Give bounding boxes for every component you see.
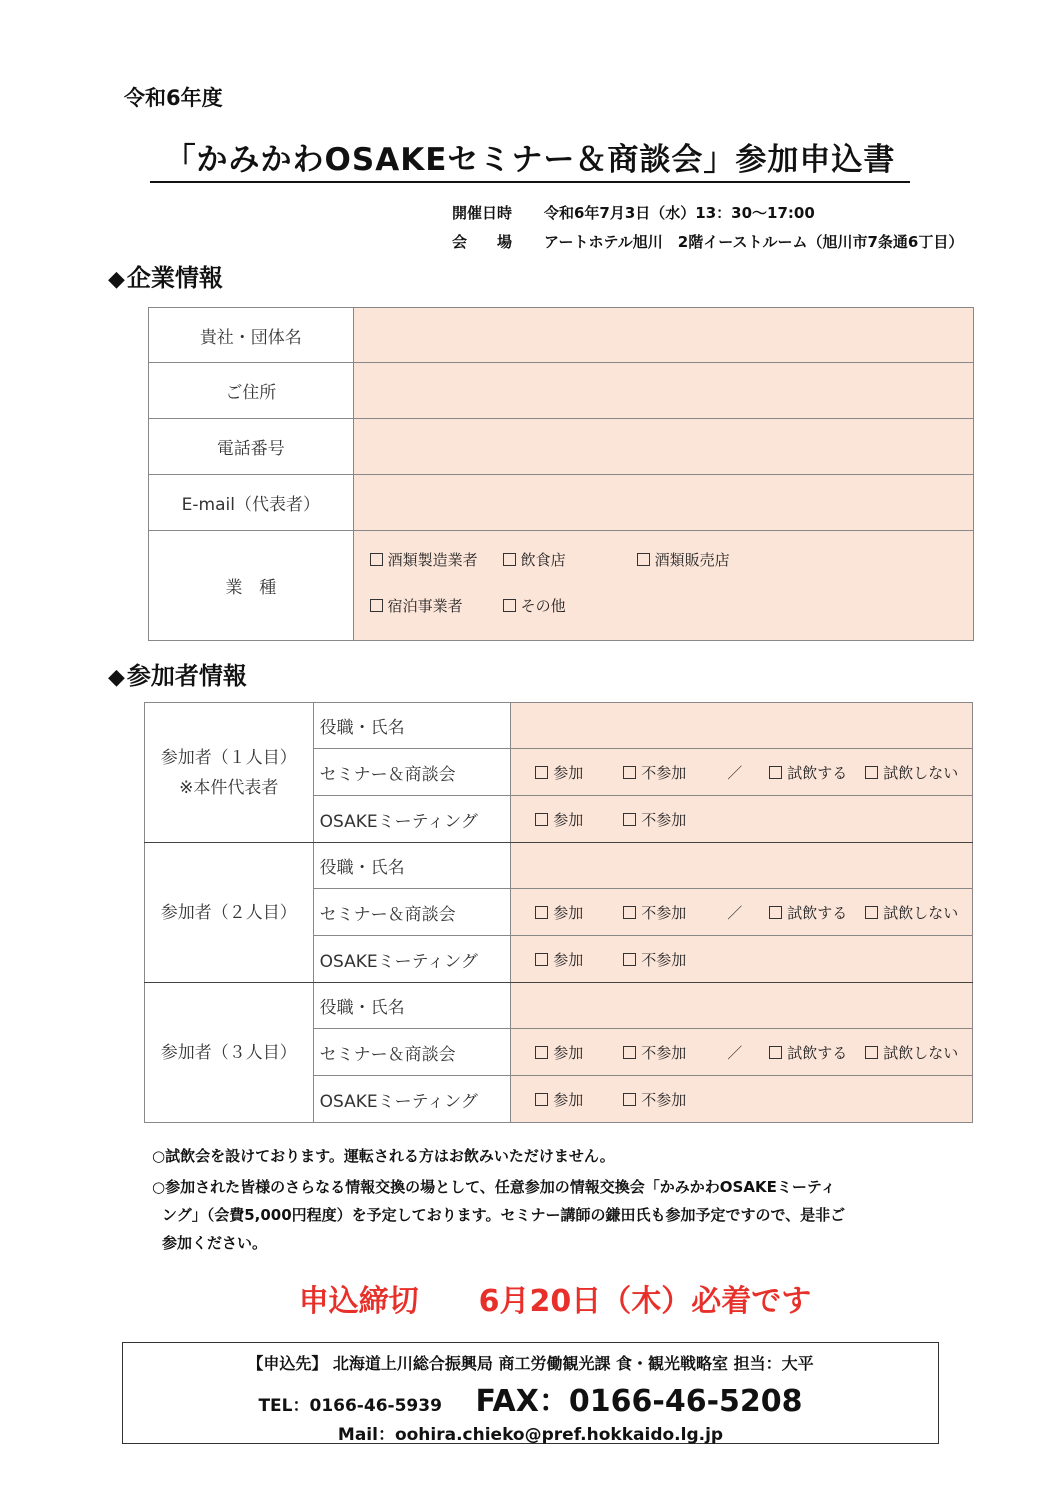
contact-phone-fax xyxy=(123,1376,938,1420)
event-venue xyxy=(452,231,963,252)
not-join-option[interactable]: 不参加 xyxy=(623,809,686,830)
note-line: ○試飲会を設けております。運転される方はお飲みいただけません。 xyxy=(152,1147,615,1165)
checkbox-icon xyxy=(623,906,636,919)
contact-mail[interactable]: Mail：oohira.chieko@pref.hokkaido.lg.jp xyxy=(337,1425,724,1445)
checkbox-icon xyxy=(503,599,516,612)
company-table xyxy=(148,307,974,641)
industry-option[interactable]: 酒類販売店 xyxy=(637,549,730,570)
slash-separator: ／ xyxy=(727,903,743,922)
note-line: ング」（会費5,000円程度）を予定しております。セミナー講師の鎌田氏も参加予定ですので、是非ご xyxy=(162,1206,846,1224)
participant-3-meeting-options xyxy=(511,1076,973,1123)
participant-3-seminar-options xyxy=(511,1029,973,1076)
event-venue-value: アートホテル旭川 2階イーストルーム（旭川市7条通6丁目） xyxy=(544,233,964,251)
checkbox-icon xyxy=(535,766,548,779)
name-label: 役職・氏名 xyxy=(313,703,511,749)
contact-dept: 【申込先】 北海道上川総合振興局 商工労働観光課 食・観光戦略室 担当：大平 xyxy=(247,1354,814,1373)
diamond-icon: ◆ xyxy=(108,665,125,690)
participant-2-label: 参加者（２人目） xyxy=(145,843,314,983)
note-line: ○参加された皆様のさらなる情報交換の場として、任意参加の情報交換会「かみかわOSAKEミーティ xyxy=(152,1178,836,1196)
no-taste-option[interactable]: 試飲しない xyxy=(865,902,958,923)
company-name-field[interactable] xyxy=(353,308,973,363)
checkbox-icon xyxy=(370,553,383,566)
join-option[interactable]: 参加 xyxy=(535,1089,623,1110)
industry-option[interactable]: 宿泊事業者 xyxy=(370,595,503,616)
join-option[interactable]: 参加 xyxy=(535,1042,623,1063)
participant-2-seminar-options xyxy=(511,889,973,936)
join-option[interactable]: 参加 xyxy=(535,902,623,923)
industry-option[interactable]: 飲食店 xyxy=(503,549,637,570)
checkbox-icon xyxy=(769,1046,782,1059)
slash-separator: ／ xyxy=(727,763,743,782)
taste-option[interactable]: 試飲する xyxy=(769,762,865,783)
fiscal-year: 令和6年度 xyxy=(124,86,223,110)
phone-label: 電話番号 xyxy=(149,419,354,475)
contact-tel: TEL：0166-46-5939 xyxy=(258,1396,442,1416)
contact-fax: FAX：0166-46-5208 xyxy=(475,1384,803,1419)
event-datetime xyxy=(452,202,815,223)
not-join-option[interactable]: 不参加 xyxy=(623,762,727,783)
checkbox-icon xyxy=(865,766,878,779)
participant-1-seminar-options xyxy=(511,749,973,796)
email-label: E-mail（代表者） xyxy=(149,475,354,531)
checkbox-icon xyxy=(865,906,878,919)
checkbox-icon xyxy=(623,1093,636,1106)
seminar-label: セミナー＆商談会 xyxy=(313,749,511,796)
industry-label: 業 種 xyxy=(149,531,354,641)
contact-box xyxy=(122,1342,939,1444)
checkbox-icon xyxy=(769,906,782,919)
meeting-label: OSAKEミーティング xyxy=(313,796,511,843)
participant-section-title: ◆参加者情報 xyxy=(108,662,247,690)
participant-3-name-field[interactable] xyxy=(511,983,973,1029)
phone-field[interactable] xyxy=(353,419,973,475)
participant-1-label: 参加者（１人目） ※本件代表者 xyxy=(145,703,314,843)
checkbox-icon xyxy=(370,599,383,612)
participants-table xyxy=(144,702,973,1123)
meeting-label: OSAKEミーティング xyxy=(313,1076,511,1123)
checkbox-icon xyxy=(503,553,516,566)
seminar-label: セミナー＆商談会 xyxy=(313,889,511,936)
company-name-label: 貴社・団体名 xyxy=(149,308,354,363)
checkbox-icon xyxy=(535,813,548,826)
industry-options xyxy=(353,531,973,641)
seminar-label: セミナー＆商談会 xyxy=(313,1029,511,1076)
checkbox-icon xyxy=(535,1093,548,1106)
checkbox-icon xyxy=(623,813,636,826)
not-join-option[interactable]: 不参加 xyxy=(623,1042,727,1063)
participant-1-meeting-options xyxy=(511,796,973,843)
checkbox-icon xyxy=(623,766,636,779)
page-title: 「かみかわOSAKEセミナー＆商談会」参加申込書 xyxy=(150,134,910,183)
name-label: 役職・氏名 xyxy=(313,983,511,1029)
no-taste-option[interactable]: 試飲しない xyxy=(865,762,958,783)
address-field[interactable] xyxy=(353,363,973,419)
taste-option[interactable]: 試飲する xyxy=(769,1042,865,1063)
participant-2-meeting-options xyxy=(511,936,973,983)
notes xyxy=(152,1142,952,1257)
not-join-option[interactable]: 不参加 xyxy=(623,949,686,970)
taste-option[interactable]: 試飲する xyxy=(769,902,865,923)
participant-1-name-field[interactable] xyxy=(511,703,973,749)
not-join-option[interactable]: 不参加 xyxy=(623,902,727,923)
checkbox-icon xyxy=(623,1046,636,1059)
meeting-label: OSAKEミーティング xyxy=(313,936,511,983)
note-line: 参加ください。 xyxy=(162,1234,268,1252)
participant-2-name-field[interactable] xyxy=(511,843,973,889)
checkbox-icon xyxy=(535,953,548,966)
event-venue-label: 会 場 xyxy=(452,233,513,251)
diamond-icon: ◆ xyxy=(108,267,125,292)
no-taste-option[interactable]: 試飲しない xyxy=(865,1042,958,1063)
address-label: ご住所 xyxy=(149,363,354,419)
join-option[interactable]: 参加 xyxy=(535,762,623,783)
participant-3-label: 参加者（３人目） xyxy=(145,983,314,1123)
checkbox-icon xyxy=(865,1046,878,1059)
industry-option[interactable]: その他 xyxy=(503,595,566,616)
checkbox-icon xyxy=(623,953,636,966)
event-datetime-value: 令和6年7月3日（水）13：30〜17:00 xyxy=(544,204,815,222)
checkbox-icon xyxy=(535,906,548,919)
not-join-option[interactable]: 不参加 xyxy=(623,1089,686,1110)
checkbox-icon xyxy=(535,1046,548,1059)
slash-separator: ／ xyxy=(727,1043,743,1062)
email-field[interactable] xyxy=(353,475,973,531)
checkbox-icon xyxy=(637,553,650,566)
industry-option[interactable]: 酒類製造業者 xyxy=(370,549,503,570)
company-section-title: ◆企業情報 xyxy=(108,264,223,292)
name-label: 役職・氏名 xyxy=(313,843,511,889)
event-datetime-label: 開催日時 xyxy=(452,204,513,222)
join-option[interactable]: 参加 xyxy=(535,949,623,970)
join-option[interactable]: 参加 xyxy=(535,809,623,830)
checkbox-icon xyxy=(769,766,782,779)
deadline: 申込締切 6月20日（木）必着です xyxy=(298,1284,812,1319)
